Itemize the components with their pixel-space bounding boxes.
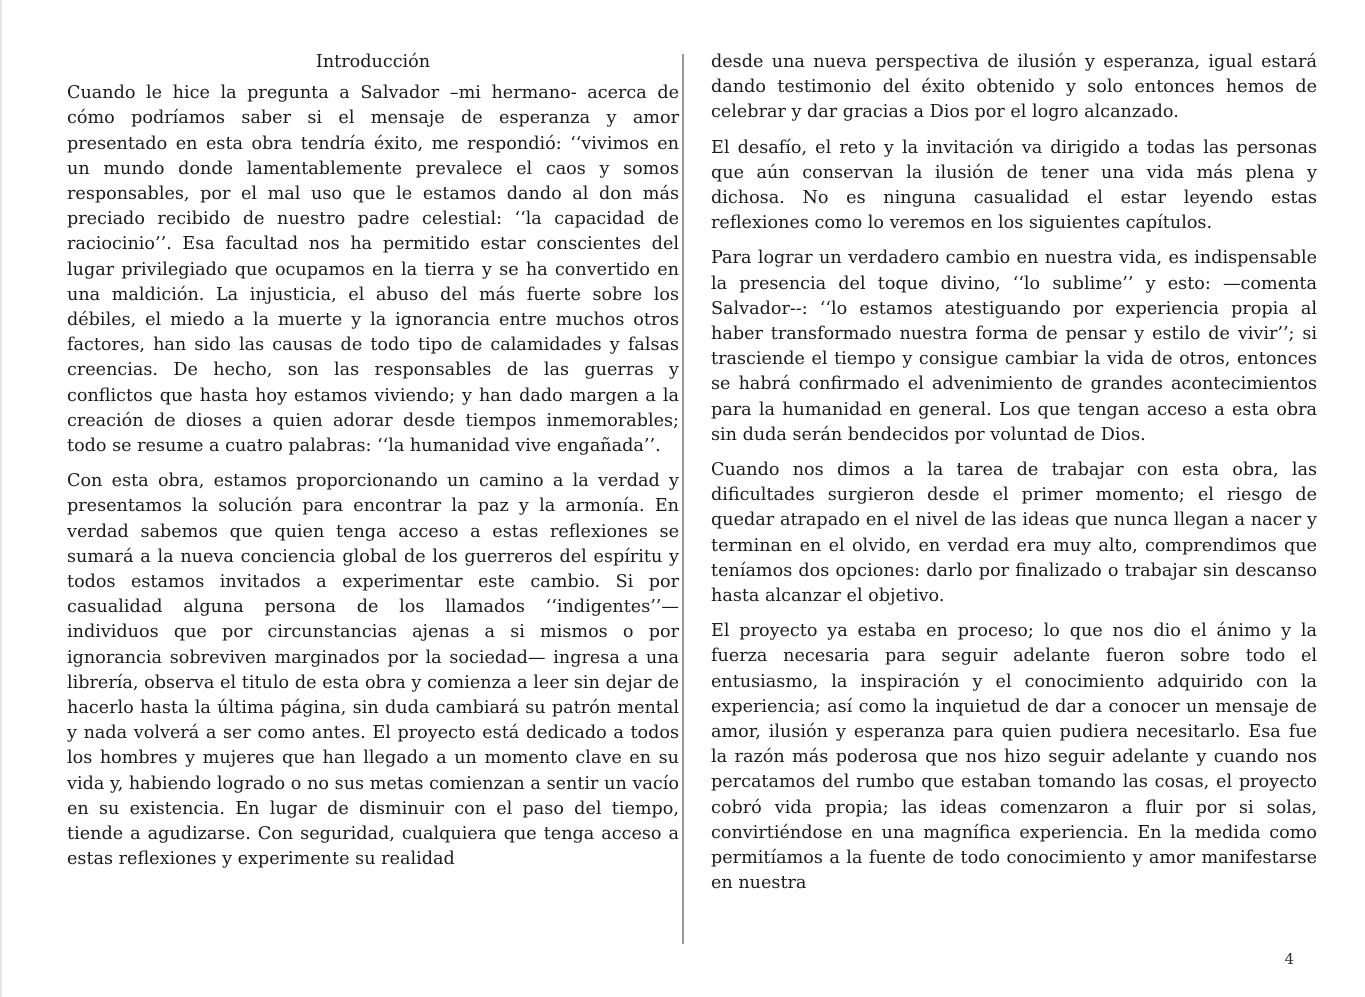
page-number: 4 <box>1284 950 1294 968</box>
paragraph: desde una nueva perspectiva de ilusión y esperanza, igual estará dando testimonio del éxito obtenido y solo entonces hemos de celebrar y dar gracias a Dios por el logro alcanzado. <box>711 52 1317 123</box>
paragraph: Cuando le hice la pregunta a Salvador –mi hermano- acerca de cómo podríamos saber si el mensaje de esperanza y amor presentado en esta obra tendría éxito, me respondió: ‘‘vivimos en un mundo donde lamentablemente prevalece el caos y somos responsables, por el mal uso que le estamos dando al don más preciado recibido de nuestro padre celestial: ‘‘la capacidad de raciocinio’’. Esa facultad nos ha permitido estar conscientes del lugar privilegiado que ocupamos en la tierra y se ha convertido en una maldición. La injusticia, el abuso del más fuerte sobre los débiles, el miedo a la muerte y la ignorancia entre muchos otros factores, han sido las causas de todo tipo de calamidades y falsas creencias. De hecho, son las responsables de las guerras y conflictos que hasta hoy estamos viviendo; y han dado margen a la creación de dioses a quien adorar desde tiempos inmemorables; todo se resume a cuatro palabras: ‘‘la humanidad vive engañada’’. <box>67 83 679 457</box>
paragraph: El proyecto ya estaba en proceso; lo que nos dio el ánimo y la fuerza necesaria para seguir adelante fueron sobre todo el entusiasmo, la inspiración y el conocimiento adquirido con la experiencia; así como la inquietud de dar a conocer un mensaje de amor, ilusión y esperanza para quien pudiera necesitarlo. Esa fue la razón más poderosa que nos hizo seguir adelante y cuando nos percatamos del rumbo que estaban tomando las cosas, el proyecto cobró vida propia; las ideas comenzaron a fluir por si solas, convirtiéndose en una magnífica experiencia. En la medida como permitíamos a la fuente de todo conocimiento y amor manifestarse en nuestra <box>711 621 1317 894</box>
paragraph: Con esta obra, estamos proporcionando un camino a la verdad y presentamos la solución para encontrar la paz y la armonía. En verdad sabemos que quien tenga acceso a estas reflexiones se sumará a la nueva conciencia global de los guerreros del espíritu y todos estamos invitados a experimentar este cambio. Si por casualidad alguna persona de los llamados ‘‘indigentes’’—individuos que por circunstancias ajenas a si mismos o por ignorancia sobreviven marginados por la sociedad— ingresa a una librería, observa el titulo de esta obra y comienza a leer sin dejar de hacerlo hasta la última página, sin duda cambiará su patrón mental y nada volverá a ser como antes. El proyecto está dedicado a todos los hombres y mujeres que han llegado a un momento clave en su vida y, habiendo logrado o no sus metas comienzan a sentir un vacío en su existencia. En lugar de disminuir con el paso del tiempo, tiende a agudizarse. Con seguridad, cualquiera que tenga acceso a estas reflexiones y experimente su realidad <box>67 471 679 870</box>
column-divider <box>682 54 684 944</box>
right-column <box>711 50 1317 907</box>
page-title: Introducción <box>315 52 431 72</box>
paragraph: Cuando nos dimos a la tarea de trabajar con esta obra, las dificultades surgieron desde el primer momento; el riesgo de quedar atrapado en el nivel de las ideas que nunca llegan a nacer y terminan en el olvido, en verdad era muy alto, comprendimos que teníamos dos opciones: darlo por finalizado o trabajar sin descanso hasta alcanzar el objetivo. <box>711 460 1317 607</box>
left-column <box>67 50 679 883</box>
paragraph: Para lograr un verdadero cambio en nuestra vida, es indispensable la presencia del toque divino, ‘‘lo sublime’’ y esto: —comenta Salvador--: ‘‘lo estamos atestiguando por experiencia propia al haber transformado nuestra forma de pensar y estilo de vivir’’; si trasciende el tiempo y consigue cambiar la vida de otros, entonces se habrá confirmado el advenimiento de grandes acontecimientos para la humanidad en general. Los que tengan acceso a esta obra sin duda serán bendecidos por voluntad de Dios. <box>711 248 1317 445</box>
page-edge <box>0 0 2 997</box>
paragraph: El desafío, el reto y la invitación va dirigido a todas las personas que aún conservan la ilusión de tener una vida más plena y dichosa. No es ninguna casualidad el estar leyendo estas reflexiones como lo veremos en los siguientes capítulos. <box>711 137 1317 234</box>
